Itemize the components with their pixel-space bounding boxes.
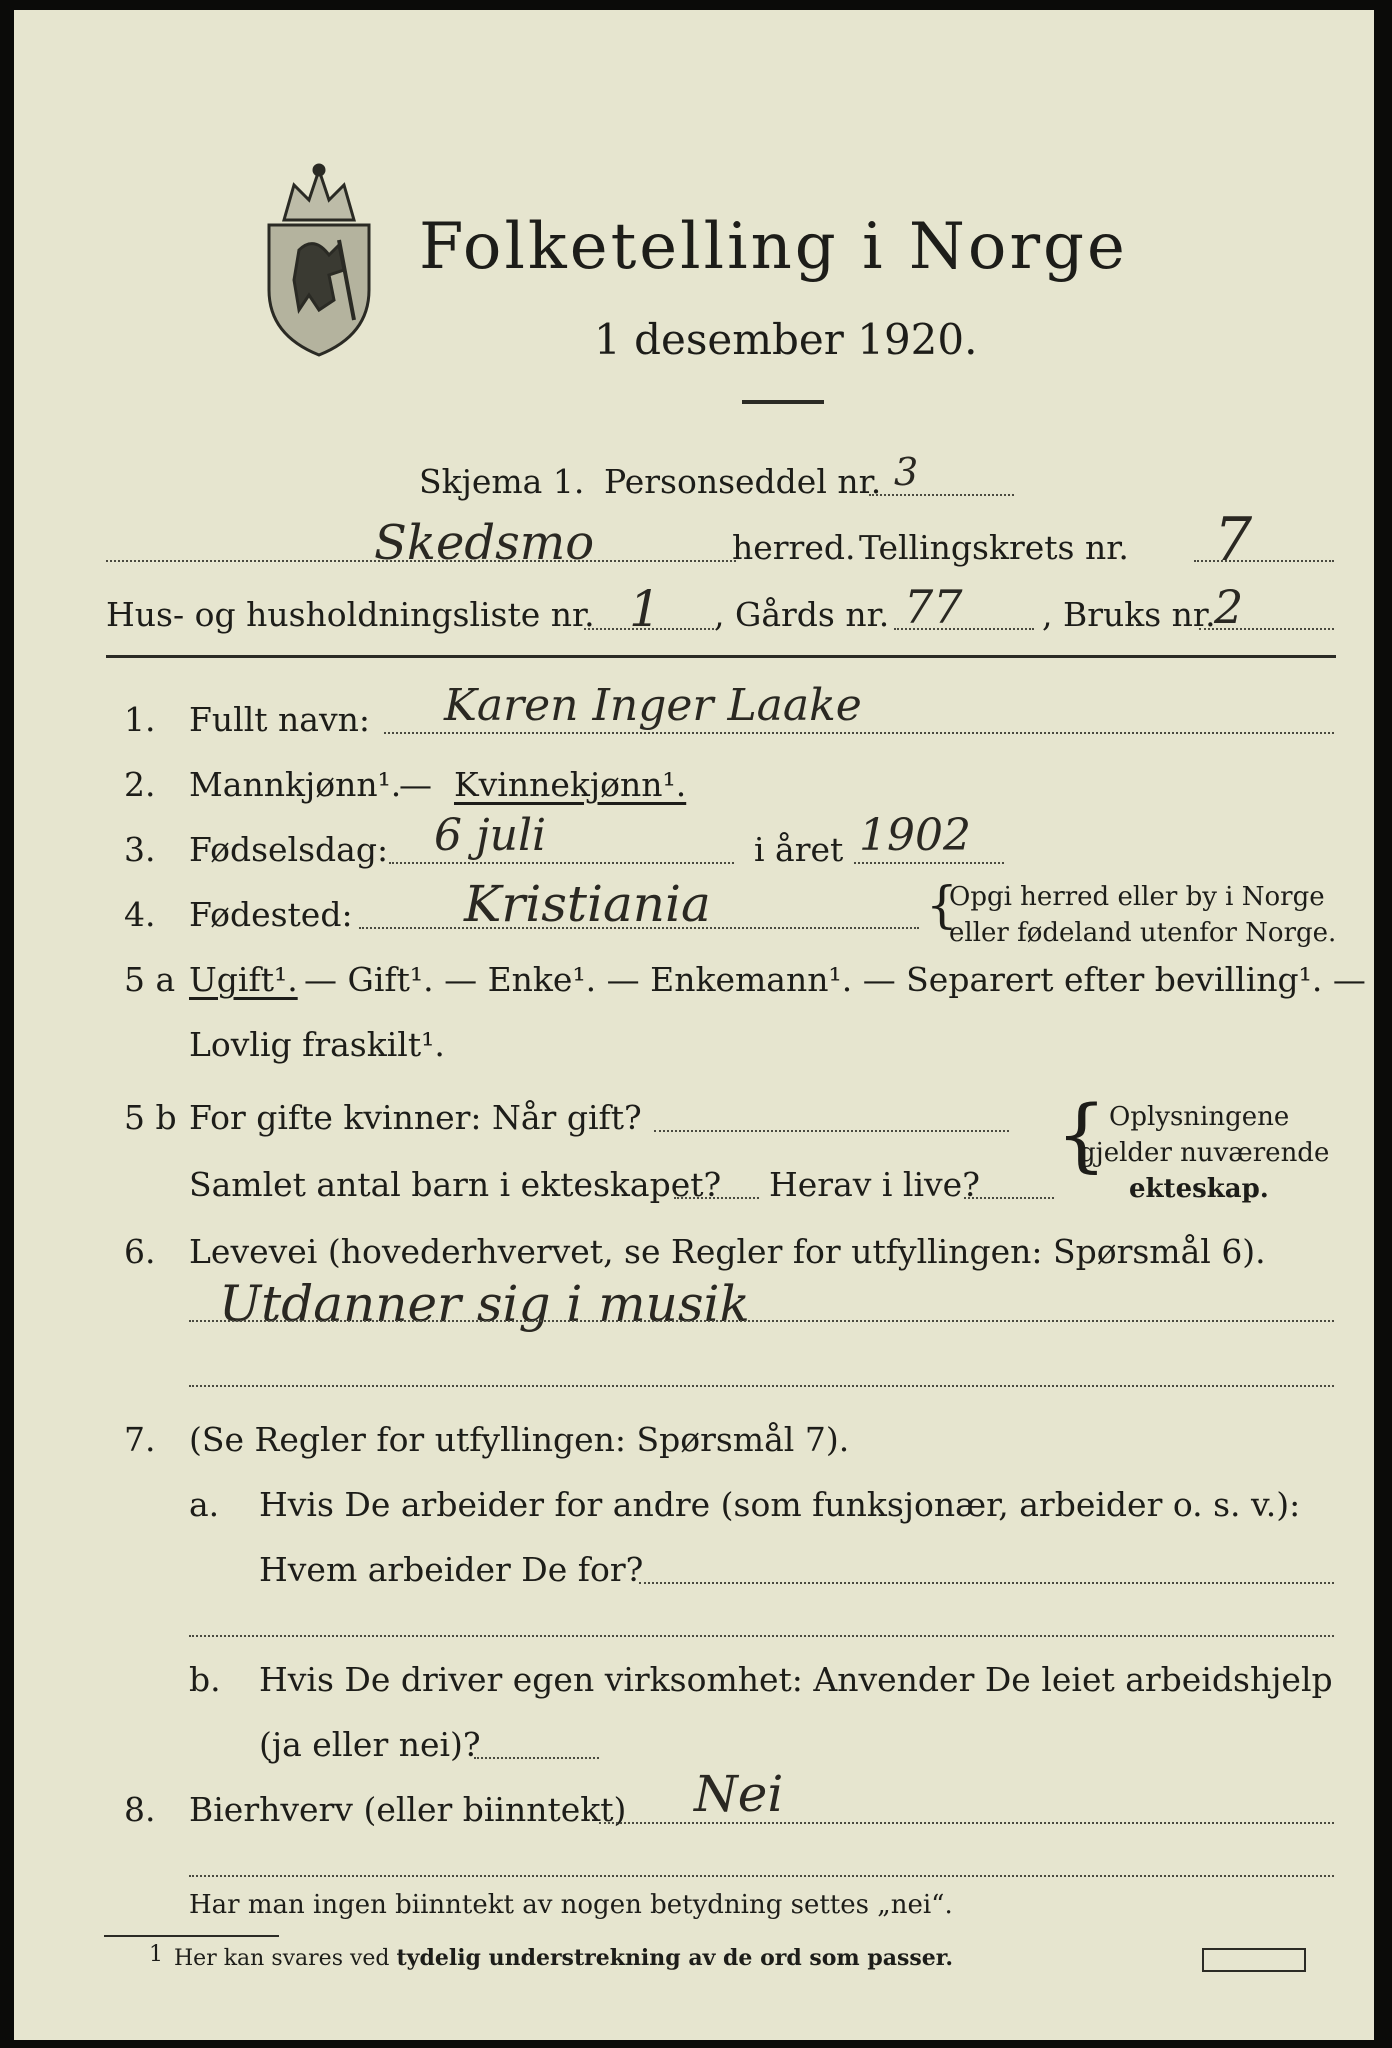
q6-line2 <box>189 1385 1334 1387</box>
q5a-number: 5 a <box>124 960 176 999</box>
q4-number: 4. <box>124 895 156 934</box>
q7a-letter: a. <box>189 1485 220 1524</box>
form-title: Folketelling i Norge <box>419 210 1128 284</box>
q7b-letter: b. <box>189 1660 221 1699</box>
q7a-line1: Hvis De arbeider for andre (som funksjonær, arbeider o. s. v.): <box>259 1485 1301 1524</box>
footnote-bold: tydelig understrekning av de ord som passer. <box>396 1945 954 1971</box>
q3-label: Fødselsdag: <box>189 830 389 869</box>
q5b-line1: For gifte kvinner: Når gift? <box>189 1098 642 1137</box>
personseddel-label: Personseddel nr. <box>604 462 882 501</box>
q1-label: Fullt navn: <box>189 700 370 739</box>
hired-help-line <box>474 1757 599 1759</box>
q3-line <box>389 862 734 864</box>
gards-label: , Gårds nr. <box>714 595 890 634</box>
title-divider <box>742 400 824 404</box>
personseddel-line <box>869 494 1014 496</box>
q5b-number: 5 b <box>124 1098 177 1137</box>
census-date: 1 desember 1920. <box>594 315 978 364</box>
q6-line1 <box>189 1320 1334 1322</box>
hus-label: Hus- og husholdningsliste nr. <box>106 595 595 634</box>
printer-stamp <box>1202 1948 1306 1972</box>
q4-brace: { <box>926 876 958 934</box>
gards-value[interactable]: 77 <box>904 580 963 634</box>
q5b-note-line1: Oplysningene <box>1109 1102 1290 1132</box>
q7b-line1: Hvis De driver egen virksomhet: Anvender De leiet arbeidshjelp <box>259 1660 1333 1699</box>
tellingskrets-value[interactable]: 7 <box>1214 505 1253 575</box>
q8-label: Bierhverv (eller biinntekt) <box>189 1790 627 1829</box>
q8-line2 <box>189 1875 1334 1877</box>
hus-value[interactable]: 1 <box>629 580 661 638</box>
marital-options[interactable]: — Gift¹. — Enke¹. — Enkemann¹. — Separert efter bevilling¹. — <box>304 960 1366 999</box>
q5b-alive-label: Herav i live? <box>769 1165 980 1204</box>
q1-number: 1. <box>124 700 156 739</box>
q7b-line2: (ja eller nei)? <box>259 1725 481 1764</box>
q5b-note-line2: gjelder nuværende <box>1079 1138 1330 1168</box>
q2-number: 2. <box>124 765 156 804</box>
header-rule <box>106 655 1336 658</box>
q1-line <box>384 732 1334 734</box>
q8-number: 8. <box>124 1790 156 1829</box>
q4-note-line2: eller fødeland utenfor Norge. <box>949 918 1337 948</box>
q2-dash: — <box>399 765 432 804</box>
q6-number: 6. <box>124 1232 156 1271</box>
q4-label: Fødested: <box>189 895 353 934</box>
personseddel-value[interactable]: 3 <box>894 450 919 494</box>
footnote-mark: 1 <box>149 1942 163 1967</box>
full-name-value[interactable]: Karen Inger Laake <box>444 680 862 731</box>
tellingskrets-label: Tellingskrets nr. <box>859 528 1129 567</box>
male-option[interactable]: Mannkjønn¹. <box>189 765 402 804</box>
side-income-value[interactable]: Nei <box>694 1765 784 1823</box>
footnote-lead: Her kan svares ved <box>174 1946 390 1971</box>
footnote-text <box>174 1945 953 1971</box>
children-line <box>674 1197 759 1199</box>
occupation-value[interactable]: Utdanner sig i musik <box>219 1275 750 1333</box>
q6-label: Levevei (hovederhvervet, se Regler for utfyllingen: Spørsmål 6). <box>189 1232 1266 1271</box>
q3-number: 3. <box>124 830 156 869</box>
q5b-note-line3: ekteskap. <box>1129 1174 1269 1204</box>
year-label: i året <box>754 830 844 869</box>
unmarried-option[interactable]: Ugift¹. <box>189 960 298 999</box>
q7-number: 7. <box>124 1420 156 1459</box>
q4-note-line1: Opgi herred eller by i Norge <box>949 882 1325 912</box>
skjema-label: Skjema 1. <box>419 462 585 501</box>
bruks-label: , Bruks nr. <box>1042 595 1216 634</box>
q7-label: (Se Regler for utfyllingen: Spørsmål 7). <box>189 1420 850 1459</box>
census-form <box>14 10 1374 2040</box>
birthplace-value[interactable]: Kristiania <box>464 875 711 933</box>
q5b-brace: { <box>1056 1088 1107 1181</box>
year-line <box>854 862 1004 864</box>
herred-value[interactable]: Skedsmo <box>374 515 595 571</box>
no-income-note: Har man ingen biinntekt av nogen betydning settes „nei“. <box>189 1890 953 1920</box>
coat-of-arms-icon <box>254 160 384 360</box>
birthday-value[interactable]: 6 juli <box>434 810 547 861</box>
alive-line <box>964 1197 1054 1199</box>
footnote-rule <box>104 1935 279 1937</box>
birth-year-value[interactable]: 1902 <box>859 810 971 861</box>
herred-label: herred. <box>732 528 856 567</box>
employer-line <box>639 1582 1334 1584</box>
employer-line2 <box>189 1635 1334 1637</box>
bruks-value[interactable]: 2 <box>1214 580 1244 634</box>
q7a-line2: Hvem arbeider De for? <box>259 1550 644 1589</box>
married-when-line <box>654 1130 1009 1132</box>
q5b-children-label: Samlet antal barn i ekteskapet? <box>189 1165 722 1204</box>
divorced-option[interactable]: Lovlig fraskilt¹. <box>189 1025 445 1064</box>
female-option[interactable]: Kvinnekjønn¹. <box>454 765 687 804</box>
